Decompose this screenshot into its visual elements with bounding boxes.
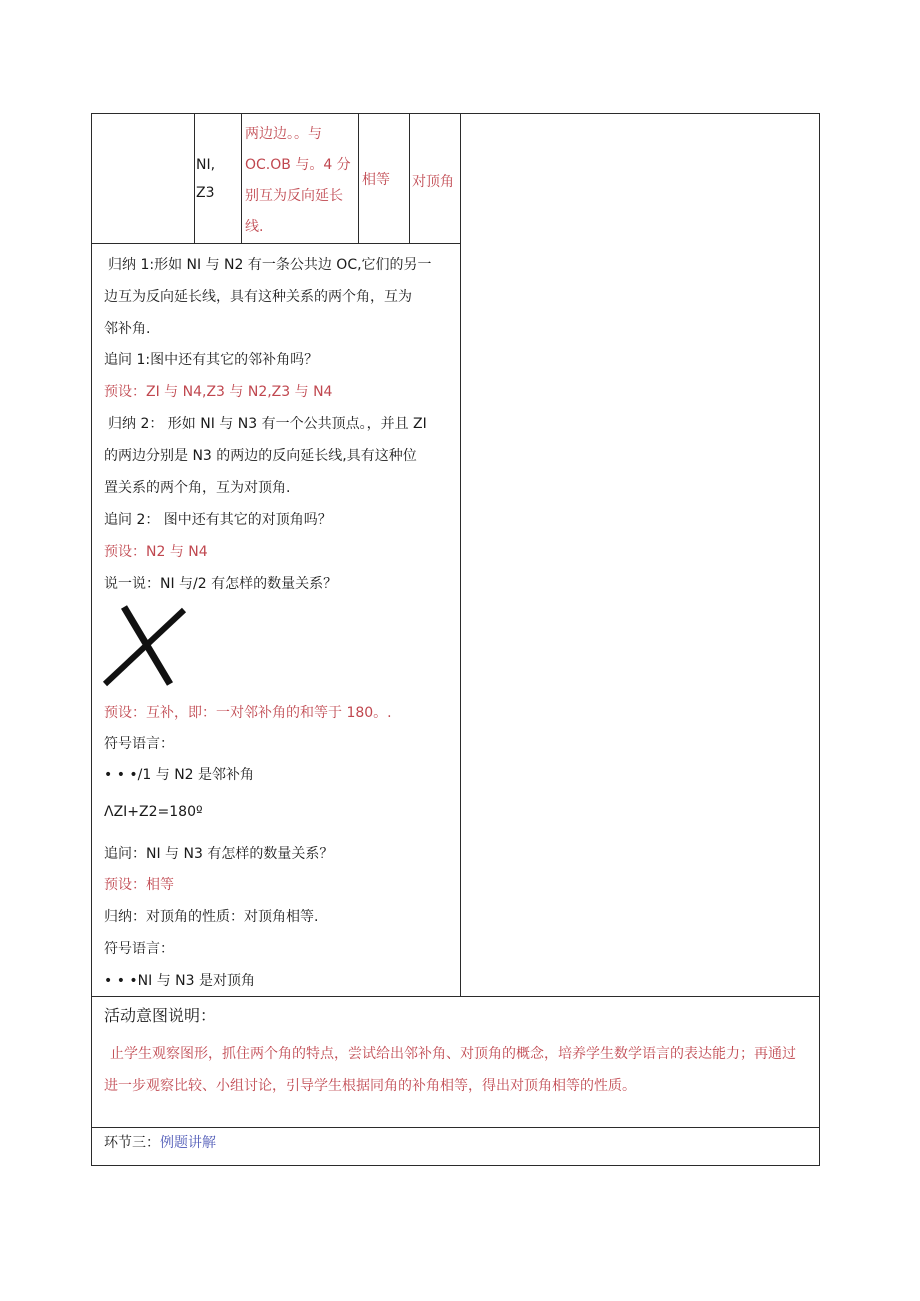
activity-intent-title: 活动意图说明： [104,1006,217,1025]
follow-up-question-1: 追问 1:图中还有其它的邻补角吗？ [104,352,319,368]
section-3-label [104,1133,216,1153]
figure-line-2 [105,610,184,684]
column-divider-2 [194,113,195,244]
column-divider-5 [409,113,410,244]
preset-answer-2: 预设：N2 与 N4 [104,544,208,560]
activity-row-bottom-border [91,1127,820,1128]
activity-intent-text: 止学生观察图形，抓住两个角的特点，尝试给出邻补角、对顶角的概念，培养学生数学语言的表达能力；再通过进一步观察比较、小组讨论，引导学生根据同角的补角相等，得出对顶角相等的性质。 [104,1046,796,1094]
section-3-prefix: 环节三： [104,1135,160,1151]
table-right-border [819,113,820,1166]
symbol-statement-2: • • •NI 与 N3 是对顶角 [104,973,256,989]
table-top-border [91,113,820,114]
induction-2-line-2: 的两边分别是 N3 的两边的反向延长线,具有这种位 [104,448,417,464]
preset-answer-1: 预设：ZI 与 N4,Z3 与 N2,Z3 与 N4 [104,384,333,400]
row1-bottom-border [91,243,461,244]
symbol-equation: ΛZI+Z2=180º [104,804,203,820]
table-left-border [91,113,92,1166]
induction-1-line-3: 邻补角. [104,321,151,337]
section-3-title: 例题讲解 [160,1135,216,1151]
symbol-language-label-1: 符号语言： [104,736,174,752]
vertical-angle-property: 归纳：对顶角的性质：对顶角相等. [104,909,319,925]
angle-type-cell: 对顶角 [412,174,454,190]
symbol-language-label-2: 符号语言： [104,941,174,957]
follow-up-question-3: 追问：NI 与 N3 有怎样的数量关系？ [104,846,334,862]
discussion-prompt: 说一说：NI 与/2 有怎样的数量关系？ [104,576,338,592]
induction-2-line-3: 置关系的两个角，互为对顶角. [104,480,291,496]
edge-relation-line-1: 两边边。。与 [245,126,322,142]
edge-relation-line-2: OC.OB 与。4 分 [245,157,351,173]
table-bottom-border [91,1165,820,1166]
angle-label-3: Z3 [196,185,215,201]
edge-relation-line-3: 别互为反向延长 [245,188,343,204]
symbol-statement-1: • • •/1 与 N2 是邻补角 [104,767,255,783]
preset-answer-3: 预设：互补，即：一对邻补角的和等于 180。. [104,705,392,721]
column-divider-3 [241,113,242,244]
induction-1-line-2: 边互为反向延长线，具有这种关系的两个角，互为 [104,289,412,305]
main-row-bottom-border [91,996,820,997]
size-relation-cell: 相等 [362,172,390,188]
column-divider-4 [358,113,359,244]
column-divider-main [460,113,461,997]
edge-relation-line-4: 线. [245,219,264,235]
induction-1-line-1: 归纳 1:形如 NI 与 N2 有一条公共边 OC,它们的另一 [108,257,432,273]
preset-answer-4: 预设：相等 [104,877,174,893]
induction-2-line-1: 归纳 2： 形如 NI 与 N3 有一个公共顶点。，并且 ZI [108,416,427,432]
intersecting-lines-figure [100,604,190,688]
follow-up-question-2: 追问 2： 图中还有其它的对顶角吗？ [104,512,332,528]
angle-label-1: NI, [196,157,216,173]
